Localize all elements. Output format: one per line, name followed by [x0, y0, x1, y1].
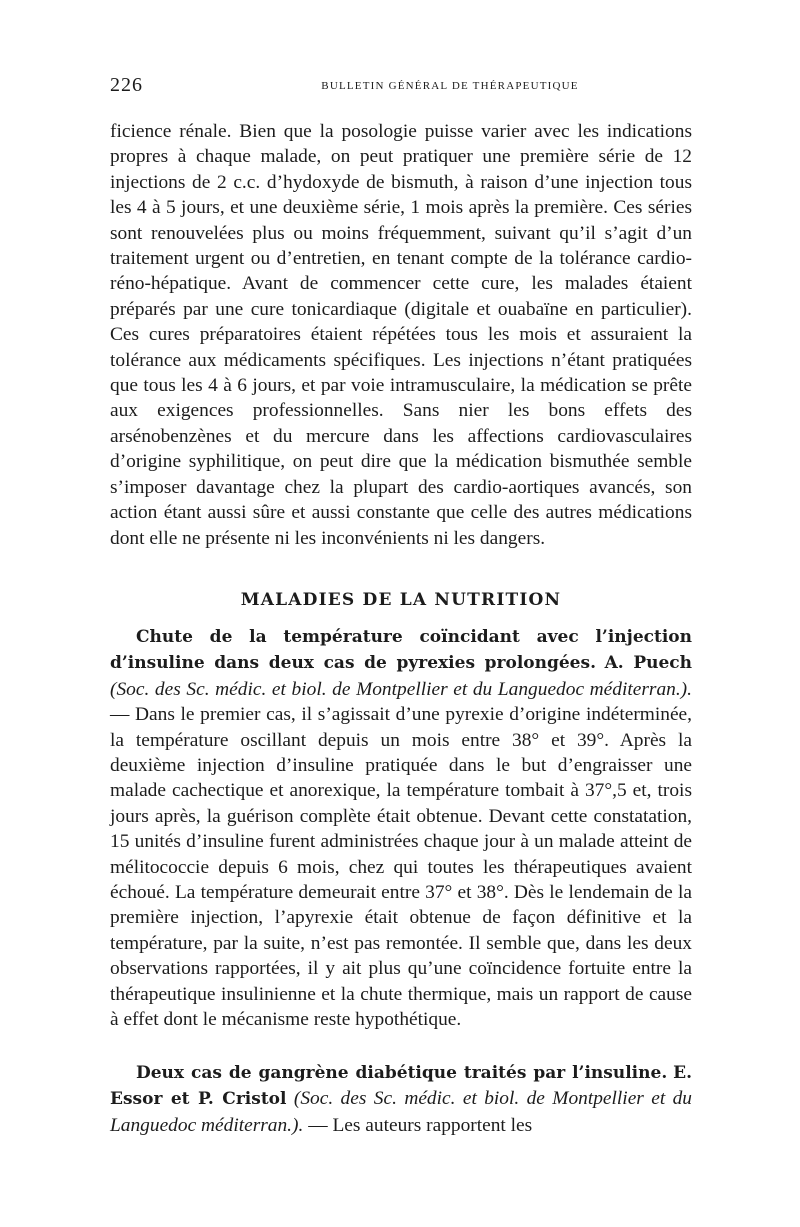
article-body: — Les auteurs rapportent les	[308, 1114, 533, 1136]
running-header	[110, 74, 690, 102]
section-heading: MALADIES DE LA NUTRITION	[240, 590, 562, 610]
article-chute-temperature	[110, 624, 692, 1033]
article-source: (Soc. des Sc. médic. et biol. de Montpellier et du Languedoc méditerran.).	[110, 1088, 692, 1136]
article-body: — Dans le premier cas, il s’agissait d’une pyrexie d’origine indéterminée, la température oscillant depuis un mois entre 38° et 39°. Après la deuxième injection d’insuline pratiquée dans le but d’engraisser une malade cachectique et anorexique, la température tombait à 37°,5 et, trois jours après, la guérison complète était obtenue. Devant cette constatation, 15 unités d’insuline furent administrées chaque jour à un malade atteint de mélitococcie depuis 6 mois, chez qui toutes les thérapeutiques avaient échoué. La température demeurait entre 37° et 38°. Dès le lendemain de la première injection, l’apyrexie était obtenue de façon définitive et la température, par la suite, n’est pas remontée. Il semble que, dans les deux observations rapportées, il y ait plus qu’une coïncidence fortuite entre la thérapeutique insulinienne et la chute thermique, mais un rapport de cause à effet dont le mécanisme reste hypothétique.	[110, 704, 692, 1031]
running-title: BULLETIN GÉNÉRAL DE THÉRAPEUTIQUE	[321, 80, 579, 92]
article-title: Deux cas de gangrène diabétique traités par l’insuline.	[136, 1063, 668, 1083]
article-author: E. Essor et P. Cristol	[110, 1063, 692, 1110]
paragraph-continuation: ficience rénale. Bien que la posologie puisse varier avec les indications propres à chaque malade, on peut pratiquer une première série de 12 injections de 2 c.c. d’hydoxyde de bismuth, à raison d’une injection tous les 4 à 5 jours, et une deuxième série, 1 mois après la première. Ces séries sont renouvelées plus ou moins fréquemment, suivant qu’il s’agit d’un traitement urgent ou d’entretien, en tenant compte de la tolérance cardio-réno-hépatique. Avant de commencer cette cure, les malades étaient préparés par une cure tonicardiaque (digitale et ouabaïne en particulier). Ces cures préparatoires étaient répétées tous les mois et assuraient la tolérance aux médicaments spécifiques. Les injections n’étant pratiquées que tous les 4 à 6 jours, et par voie intramusculaire, la médication se prête aux exigences professionnelles. Sans nier les bons effets des arsénobenzènes et du mercure dans les affections cardiovasculaires d’origine syphilitique, on peut dire que la médication bismuthée semble s’imposer davantage chez la plupart des cardio-aortiques avancés, son action étant aussi sûre et aussi constante que celle des autres médications dont elle ne présente ni les inconvénients ni les dangers.	[110, 121, 692, 549]
article-gangrene-diabetique	[110, 1060, 692, 1138]
article-source: (Soc. des Sc. médic. et biol. de Montpellier et du Languedoc méditerran.).	[110, 678, 692, 700]
page-number: 226	[110, 74, 143, 96]
article-author: A. Puech	[604, 653, 692, 674]
article-title: Chute de la température coïncidant avec l’injection d’insuline dans deux cas de pyrexies prolongées.	[110, 627, 692, 674]
